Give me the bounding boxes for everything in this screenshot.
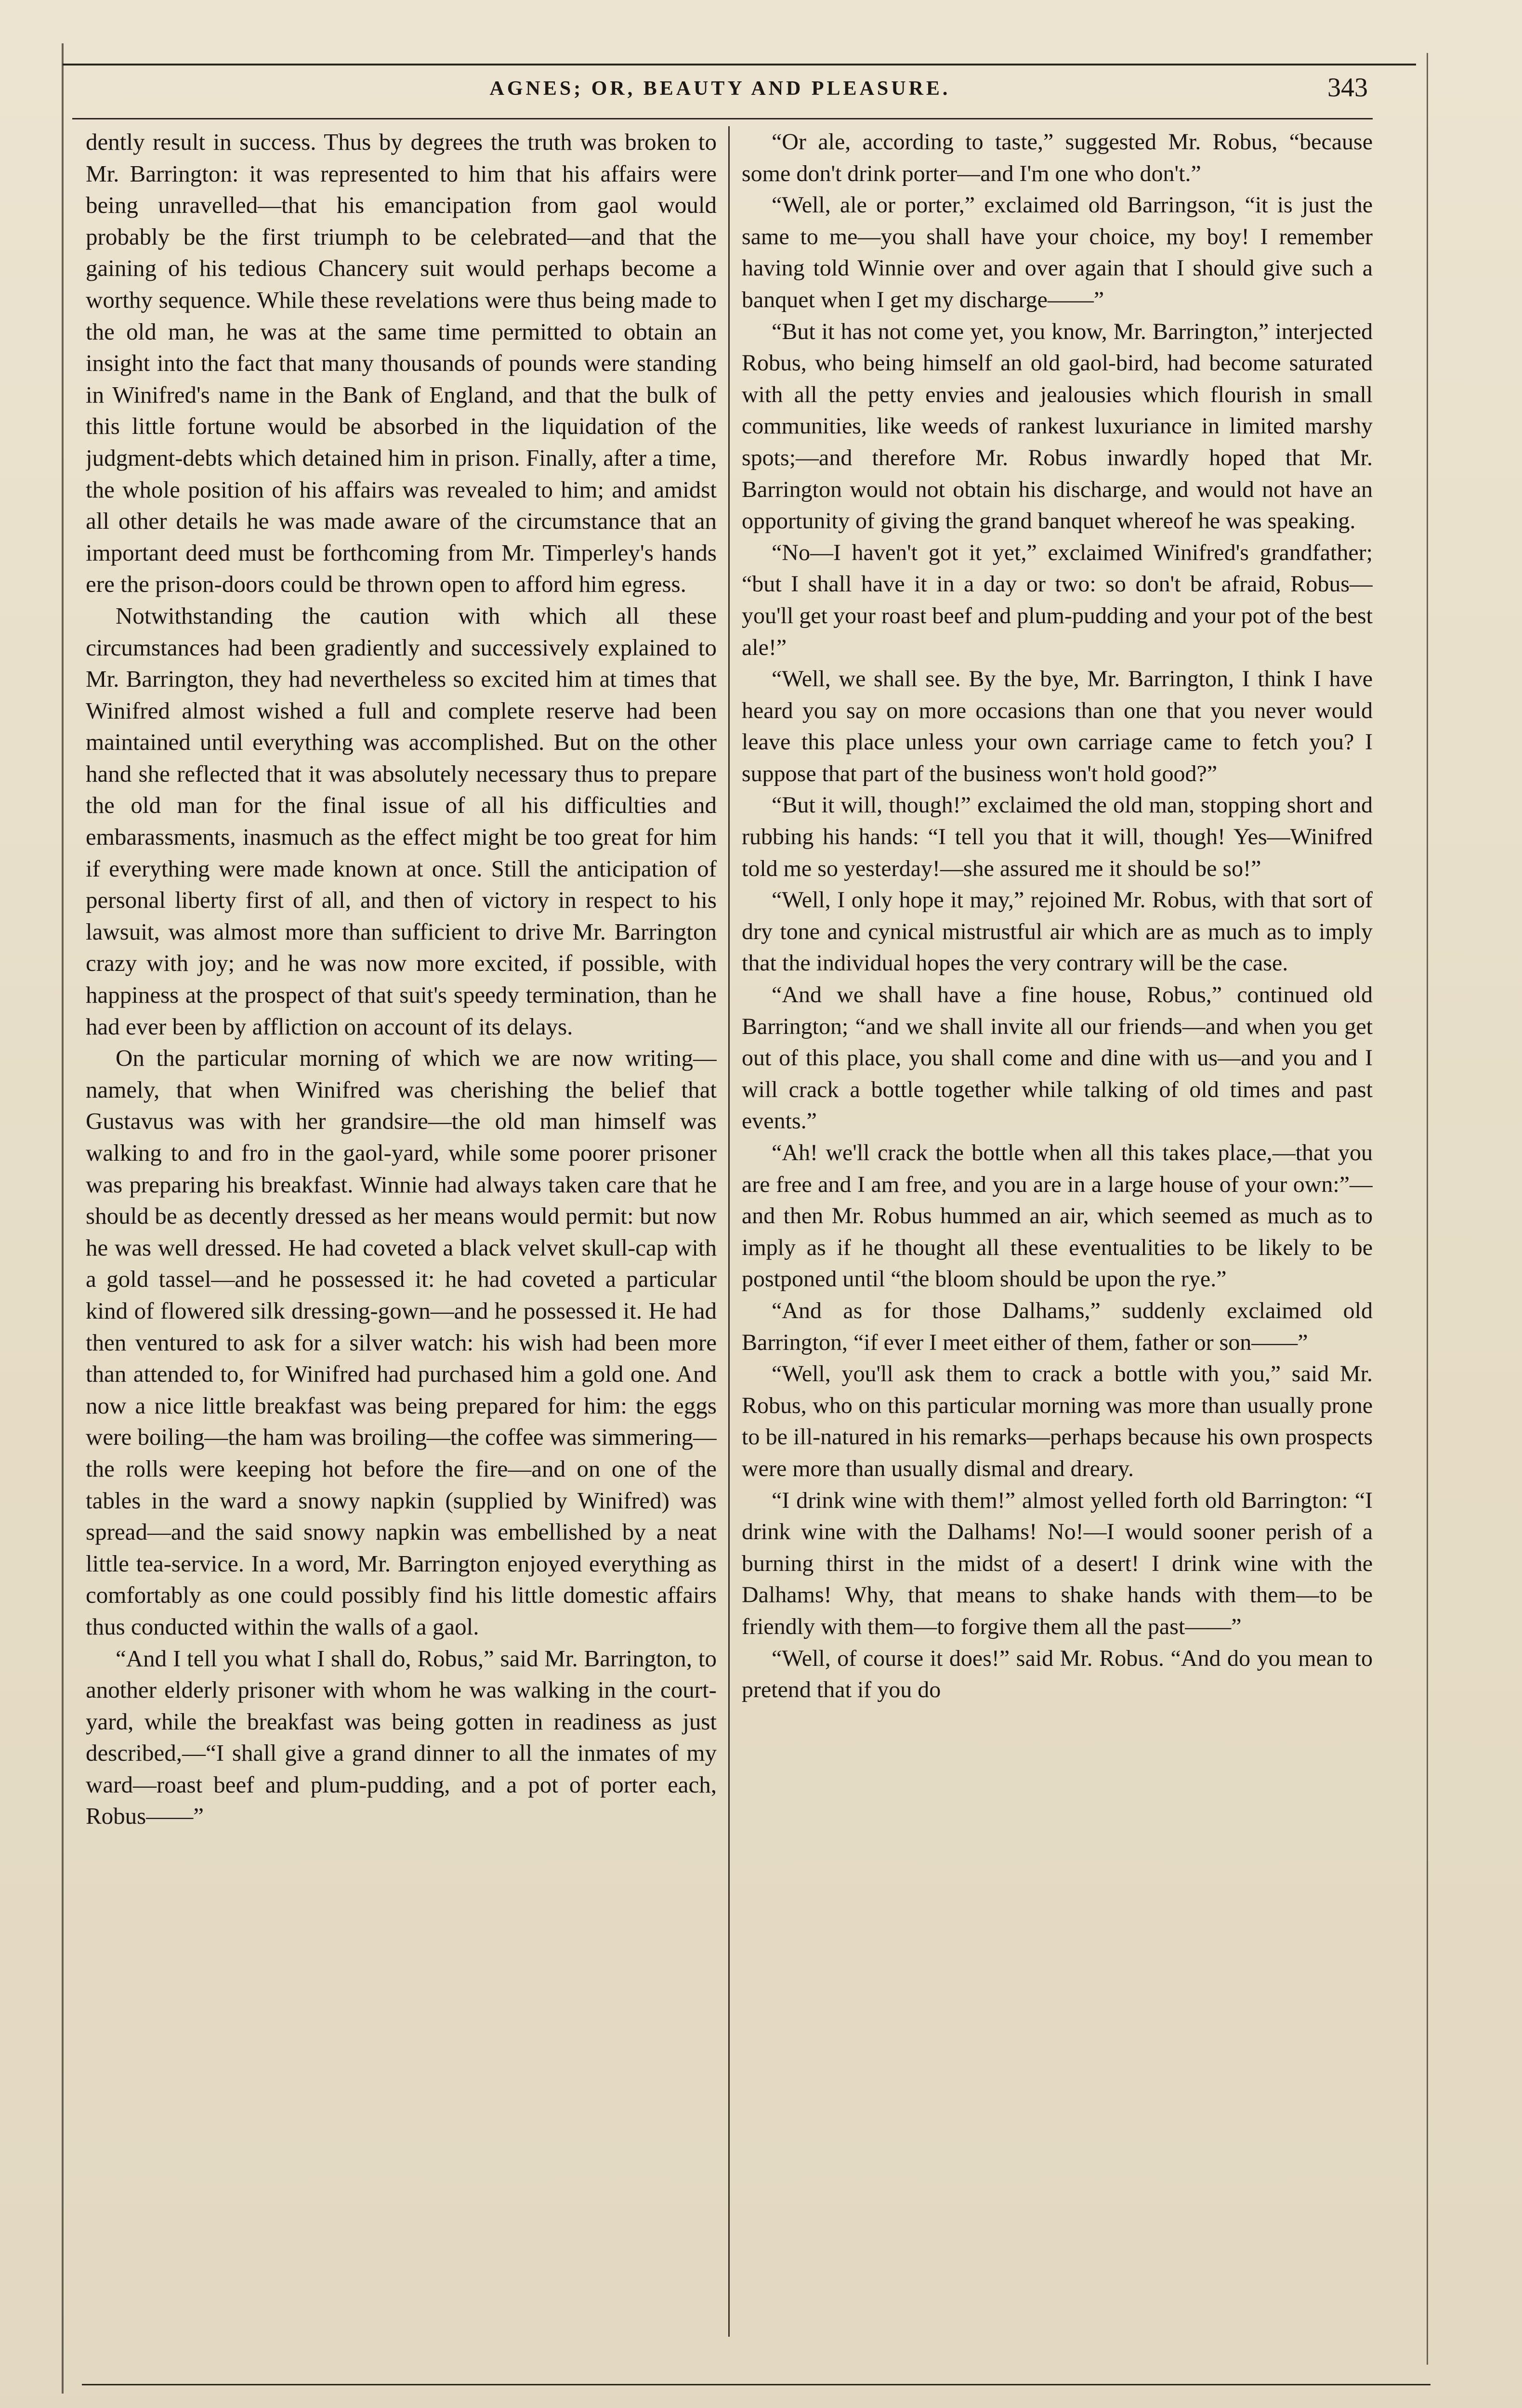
- paragraph: “Well, we shall see. By the bye, Mr. Barrington, I think I have heard you say on more occasions than one that you never would leave this place unless your own carriage came to fetch you? I suppose that part of the business won't hold good?”: [742, 666, 1373, 786]
- paragraph: “Well, ale or porter,” exclaimed old Barringson, “it is just the same to me—you shall have your choice, my boy! I remember having told Winnie over and over again that I should give such a banquet when I get my discharge——”: [742, 192, 1373, 313]
- page-edge-left: [62, 43, 64, 2394]
- paragraph: “But it will, though!” exclaimed the old man, stopping short and rubbing his hands: “I tell you that it will, though! Yes—Winifred told me so yesterday!—she assured me it should be so!”: [742, 792, 1373, 881]
- bottom-rule: [82, 2384, 1430, 2385]
- paragraph: “And as for those Dalhams,” suddenly exclaimed old Barrington, “if ever I meet either of them, father or son——”: [742, 1297, 1373, 1355]
- paragraph: “Ah! we'll crack the bottle when all this takes place,—that you are free and I am free, and you are in a large house of your own:”—and then Mr. Robus hummed an air, which seemed as much as to imply as if he thought all these eventualities to be likely to be postponed until “the bloom should be upon the rye.”: [742, 1140, 1373, 1292]
- paragraph: “Well, you'll ask them to crack a bottle with you,” said Mr. Robus, who on this particular morning was more than usually prone to be ill-natured in his remarks—perhaps because his own prospects were more than usually dismal and dreary.: [742, 1361, 1373, 1481]
- paragraph: “I drink wine with them!” almost yelled forth old Barrington: “I drink wine with the Dalhams! No!—I would sooner perish of a burning thirst in the midst of a desert! I drink wine with the Dalhams! Why, that means to shake hands with them—to be friendly with them—to forgive them all the past——”: [742, 1487, 1373, 1639]
- paragraph: “And I tell you what I shall do, Robus,” said Mr. Barrington, to another elderly prisoner with whom he was walking in the court-yard, while the breakfast was being gotten in readiness as just described,—“I shall give a grand dinner to all the inmates of my ward—roast beef and plum-pudding, and a pot of porter each, Robus——”: [86, 1645, 717, 1830]
- paragraph: “But it has not come yet, you know, Mr. Barrington,” interjected Robus, who being himself an old gaol-bird, had become saturated with all the petty envies and jealousies which flourish in small communities, like weeds of rankest luxuriance in limited marshy spots;—and therefore Mr. Robus inwardly hoped that Mr. Barrington would not obtain his discharge, and would not have an opportunity of giving the grand banquet whereof he was speaking.: [742, 318, 1373, 534]
- paragraph: On the particular morning of which we are now writing—namely, that when Winifred was cherishing the belief that Gustavus was with her grandsire—the old man himself was walking to and fro in the gaol-yard, while some poorer prisoner was preparing his breakfast. Winnie had always taken care that he should be as decently dressed as her means would permit: but now he was well dressed. He had coveted a black velvet skull-cap with a gold tassel—and he possessed it: he had coveted a particular kind of flowered silk dressing-gown—and he possessed it. He had then ventured to ask for a silver watch: his wish had been more than attended to, for Winifred had purchased him a gold one. And now a nice little breakfast was being prepared for him: the eggs were boiling—the ham was broiling—the coffee was simmering—the rolls were keeping hot before the fire—and on one of the tables in the ward a snowy napkin (supplied by Winifred) was spread—and the said snowy napkin was embellished by a neat little tea-service. In a word, Mr. Barrington enjoyed everything as comfortably as one could possibly find his little domestic affairs thus conducted within the walls of a gaol.: [86, 1045, 717, 1640]
- paragraph: dently result in success. Thus by degrees the truth was broken to Mr. Barrington: it was represented to him that his affairs were being unravelled—that his emancipation from gaol would probably be the first triumph to be celebrated—and that the gaining of his tedious Chancery suit would perhaps become a worthy sequence. While these revelations were thus being made to the old man, he was at the same time permitted to obtain an insight into the fact that many thousands of pounds were standing in Winifred's name in the Bank of England, and that the bulk of this little fortune would be absorbed in the liquidation of the judgment-debts which detained him in prison. Finally, after a time, the whole position of his affairs was revealed to him; and amidst all other details he was made aware of the circumstance that an important deed must be forthcoming from Mr. Timperley's hands ere the prison-doors could be thrown open to afford him egress.: [86, 129, 717, 598]
- paragraph: “And we shall have a fine house, Robus,” continued old Barrington; “and we shall invite all our friends—and when you get out of this place, you shall come and dine with us—and you and I will crack a bottle together while talking of old times and past events.”: [742, 982, 1373, 1134]
- running-title: AGNES; OR, BEAUTY AND PLEASURE.: [489, 78, 951, 100]
- paragraph: “No—I haven't got it yet,” exclaimed Winifred's grandfather; “but I shall have it in a day or two: so don't be afraid, Robus—you'll get your roast beef and plum-pudding and your pot of the best ale!”: [742, 539, 1373, 660]
- top-rule: [63, 64, 1416, 65]
- page-header: [72, 72, 1368, 111]
- left-column: [86, 126, 717, 2329]
- header-rule: [72, 118, 1373, 119]
- right-column: [742, 126, 1373, 2329]
- paragraph: “Well, of course it does!” said Mr. Robus. “And do you mean to pretend that if you do: [742, 1645, 1373, 1703]
- column-divider: [728, 126, 730, 2337]
- paragraph: “Or ale, according to taste,” suggested Mr. Robus, “because some don't drink porter—and I'm one who don't.”: [742, 129, 1373, 186]
- page-edge-right: [1427, 53, 1428, 2365]
- paragraph: Notwithstanding the caution with which all these circumstances had been gradiently and successively explained to Mr. Barrington, they had nevertheless so excited him at times that Winifred almost wished a full and complete reserve had been maintained until everything was accomplished. But on the other hand she reflected that it was absolutely necessary thus to prepare the old man for the final issue of all his difficulties and embarassments, inasmuch as the effect might be too great for him if everything were made known at once. Still the anticipation of personal liberty first of all, and then of victory in respect to his lawsuit, was almost more than sufficient to drive Mr. Barrington crazy with joy; and he was now more excited, if possible, with happiness at the prospect of that suit's speedy termination, than he had ever been by affliction on account of its delays.: [86, 602, 717, 1040]
- page-number: 343: [1327, 73, 1368, 103]
- paragraph: “Well, I only hope it may,” rejoined Mr. Robus, with that sort of dry tone and cynical mistrustful air which are as much as to imply that the individual hopes the very contrary will be the case.: [742, 887, 1373, 976]
